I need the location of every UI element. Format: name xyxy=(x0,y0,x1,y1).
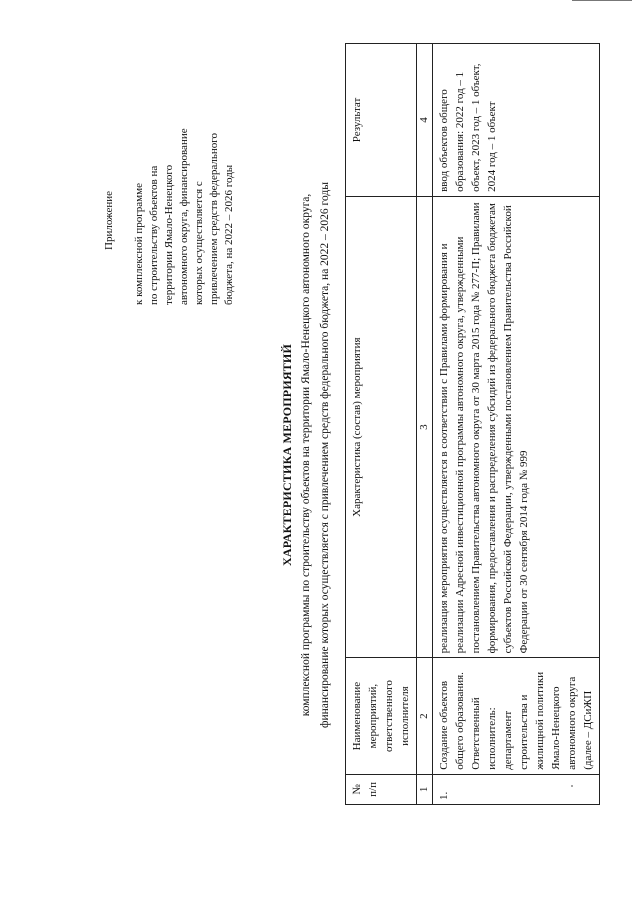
measure-name: Создание объектов общего образования. Ответственный исполнитель: департамент строительства и жилищной политики Ямало-Ненецкого автономного округа (далее – ДСиЖП xyxy=(433,658,600,774)
appendix-text xyxy=(132,105,237,305)
appendix-line: по строительству объектов на xyxy=(148,165,160,305)
column-number-row xyxy=(417,44,433,805)
document-heading xyxy=(280,125,333,785)
page-subtitle-line: комплексной программы по строительству объектов на территории Ямало-Ненецкого автономного округа, xyxy=(300,193,312,717)
measures-table xyxy=(345,43,600,805)
measure-description: реализация мероприятия осуществляется в соответствии с Правилами формирования и реализации Адресной инвестиционной программы автономного округа, утвержденными постановлением Правительства автономного округа от 30 марта 2015 года № 277-П; Правилами формирования, предоставления и распределения субсидий из федерального бюджета бюджетам субъектов Российской Федерации, утвержденными постановлением Правительства Российской Федерации от 30 сентября 2014 года № 999 xyxy=(433,196,600,657)
appendix-line: к комплексной программе xyxy=(133,183,145,305)
column-number: 3 xyxy=(417,196,433,657)
header-result: Результат xyxy=(346,44,417,197)
page-title: ХАРАКТЕРИСТИКА МЕРОПРИЯТИЙ xyxy=(280,344,294,566)
row-number: 1. xyxy=(433,774,600,804)
table-row xyxy=(433,44,600,805)
column-number: 1 xyxy=(417,774,433,804)
column-number: 4 xyxy=(417,44,433,197)
appendix-line: которых осуществляется с xyxy=(193,181,205,305)
appendix-line: территории Ямало-Ненецкого xyxy=(163,164,175,305)
column-number: 2 xyxy=(417,658,433,774)
appendix-line: привлечением средств федерального xyxy=(208,132,220,305)
header-description: Характеристика (состав) мероприятия xyxy=(346,196,417,657)
appendix-block xyxy=(102,105,237,305)
appendix-title: Приложение xyxy=(103,190,115,250)
appendix-line: автономного округа, финансирование xyxy=(178,128,190,305)
table-header-row xyxy=(346,44,417,805)
header-name: Наименование мероприятий, ответственного исполнителя xyxy=(346,658,417,774)
measure-result: ввод объектов общего образования: 2022 год – 1 объект, 2023 год – 1 объект, 2024 год – 1 объект xyxy=(433,44,600,197)
header-number: № п/п xyxy=(346,774,417,804)
appendix-line: бюджета, на 2022 – 2026 годы xyxy=(223,164,235,305)
page-subtitle-line: финансирование которых осуществляется с привлечением средств федерального бюджета, на 2022 – 2026 годы xyxy=(319,182,331,728)
